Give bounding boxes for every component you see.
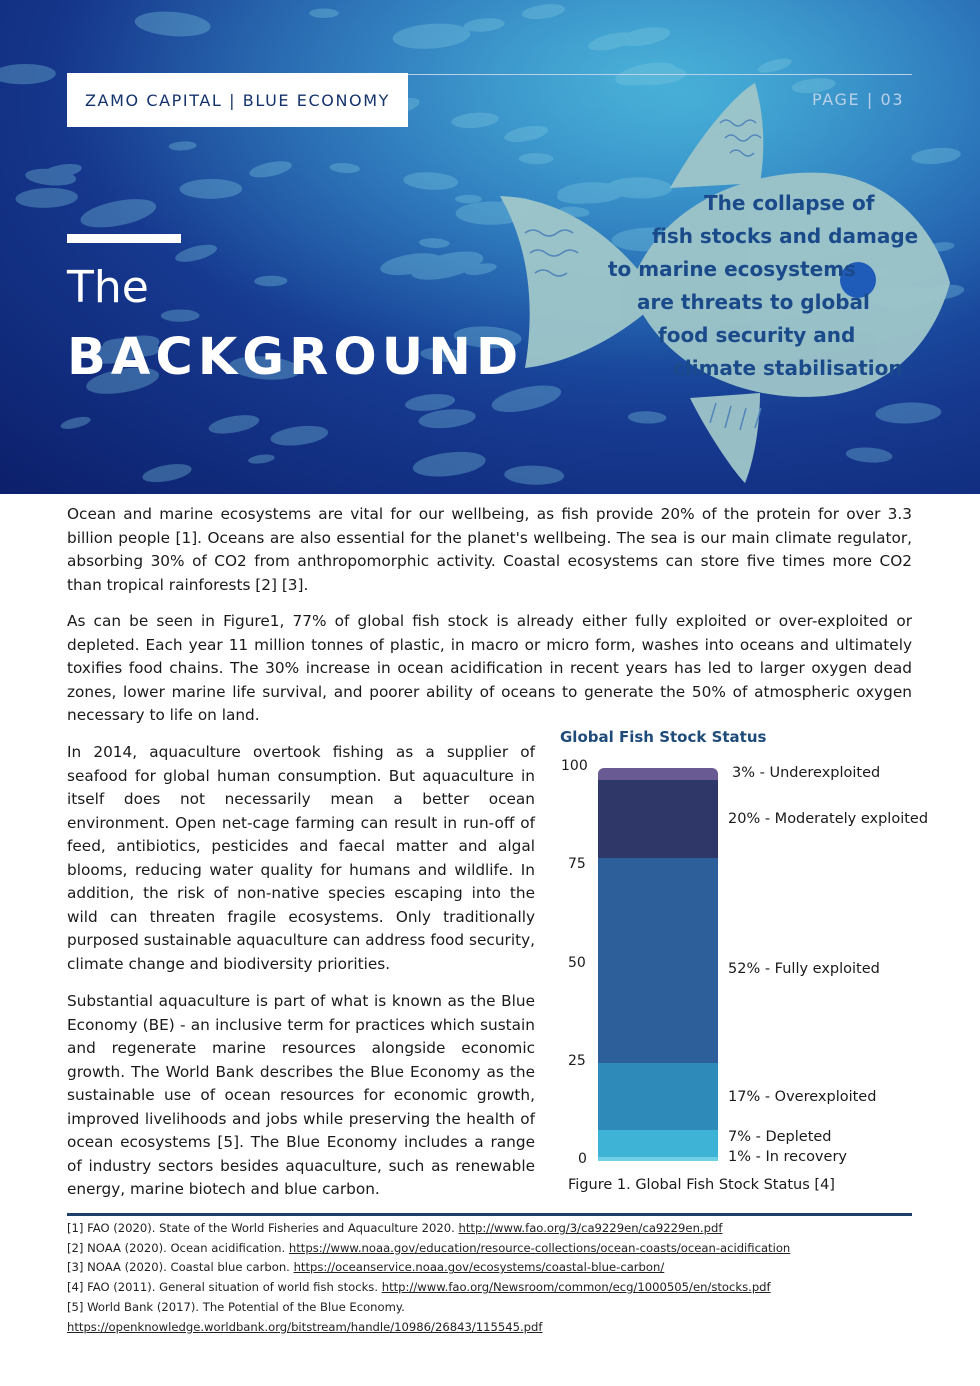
segment-label: 52% - Fully exploited [728, 961, 880, 977]
y-tick-label: 25 [568, 1052, 586, 1069]
quote-line: food security and [658, 323, 856, 347]
y-tick-label: 50 [568, 954, 586, 971]
paragraph-2: As can be seen in Figure1, 77% of global fish stock is already either fully exploited or over-exploited or depleted. Each year 11 million tonnes of plastic, in macro or micro form, washes into oceans and ultimately toxifies food chains. The 30% increase in ocean acidification in recent years has led to larger oxygen dead zones, lower marine life survival, and poorer ability of oceans to generate the 50% of atmospheric oxygen necessary to life on land. [67, 612, 912, 724]
fish-quote [596, 187, 919, 385]
hero-banner [0, 0, 980, 494]
reference-text: [1] FAO (2020). State of the World Fisheries and Aquaculture 2020. [67, 1221, 459, 1235]
title-line-1: The [67, 262, 149, 313]
title-line-2: BACKGROUND [67, 328, 524, 387]
y-tick-label: 75 [568, 856, 586, 873]
bar-segment-fully-exploited [598, 858, 718, 1062]
chart-caption: Figure 1. Global Fish Stock Status [4] [568, 1177, 835, 1193]
reference-text: [4] FAO (2011). General situation of world fish stocks. [67, 1280, 382, 1295]
header-rule [408, 74, 912, 75]
bar-segment-overexploited [598, 1063, 718, 1130]
reference-link[interactable]: http://www.fao.org/Newsroom/common/ecg/1000505/en/stocks.pdf [381, 1280, 771, 1295]
brand-box [67, 73, 408, 127]
segment-label: 1% - In recovery [728, 1149, 847, 1165]
bar-segment-moderately-exploited [598, 780, 718, 859]
segment-label: 3% - Underexploited [732, 765, 881, 781]
segment-label: 17% - Overexploited [728, 1089, 877, 1105]
y-tick-label: 100 [561, 758, 588, 774]
brand-label: ZAMO CAPITAL | BLUE ECONOMY [84, 90, 391, 110]
segment-label: 20% - Moderately exploited [728, 811, 929, 827]
quote-line: climate stabilisation [673, 356, 903, 380]
quote-line: are threats to global [637, 290, 870, 314]
quote-line: fish stocks and damage [652, 224, 919, 248]
reference-link[interactable]: https://www.noaa.gov/education/resource-collections/ocean-coasts/ocean-acidification [288, 1240, 791, 1255]
chart-title: Global Fish Stock Status [560, 728, 767, 746]
reference-item [67, 1298, 790, 1318]
reference-item [67, 1219, 790, 1239]
footnote-rule [67, 1213, 912, 1216]
paragraph-3: In 2014, aquaculture overtook fishing as a supplier of seafood for global human consumption. But aquaculture in itself does not necessarily mean a better ocean environment. Open net-cage farming can result in run-off of feed, antibiotics, pesticides and faecal matter and algal blooms, reducing water quality for humans and wildlife. In addition, the risk of non-native species escaping into the wild can threaten fragile ecosystems. Only traditionally purposed sustainable aquaculture can address food security, climate change and biodiversity priorities. [67, 743, 535, 973]
references-list [67, 1219, 790, 1337]
quote-line: to marine ecosystems [608, 257, 856, 281]
reference-item [67, 1278, 790, 1298]
bar-segment-in-recovery [598, 1157, 718, 1161]
paragraph-4: Substantial aquaculture is part of what is known as the Blue Economy (BE) - an inclusive term for practices which sustain and regenerate marine resources alongside economic growth. The World Bank describes the Blue Economy as the sustainable use of ocean resources for economic growth, improved livelihoods and jobs while preserving the health of ocean ecosystems [5]. The Blue Economy includes a range of industry sectors besides aquaculture, such as renewable energy, marine biotech and blue carbon. [67, 992, 535, 1198]
reference-link[interactable]: https://openknowledge.worldbank.org/bitstream/handle/10986/26843/115545.pdf [67, 1319, 543, 1334]
reference-link[interactable]: https://oceanservice.noaa.gov/ecosystems/coastal-blue-carbon/ [293, 1260, 665, 1275]
bar-segment-underexploited [598, 768, 718, 780]
reference-text: [2] NOAA (2020). Ocean acidification. [67, 1240, 289, 1255]
background-fish [309, 8, 339, 18]
paragraph-1: Ocean and marine ecosystems are vital for our wellbeing, as fish provide 20% of the protein for over 3.3 billion people [1]. Oceans are also essential for the planet's wellbeing. The sea is our main climate regulator, absorbing 30% of CO2 from anthropomorphic activity. Coastal ecosystems can store five times more CO2 than tropical rainforests [2] [3]. [67, 505, 912, 594]
y-tick-label: 0 [578, 1151, 587, 1167]
reference-text: [3] NOAA (2020). Coastal blue carbon. [67, 1260, 294, 1275]
quote-line: The collapse of [704, 191, 875, 215]
reference-item [67, 1258, 790, 1278]
reference-item [67, 1239, 790, 1259]
reference-item [67, 1318, 790, 1338]
background-fish [455, 195, 482, 204]
page-number: PAGE | 03 [812, 90, 905, 109]
reference-link[interactable]: http://www.fao.org/3/ca9229en/ca9229en.pdf [458, 1221, 723, 1235]
reference-text: [5] World Bank (2017). The Potential of the Blue Economy. [67, 1299, 405, 1314]
bar-segment-depleted [598, 1130, 718, 1158]
segment-label: 7% - Depleted [728, 1129, 832, 1145]
title-accent-bar [67, 234, 181, 243]
